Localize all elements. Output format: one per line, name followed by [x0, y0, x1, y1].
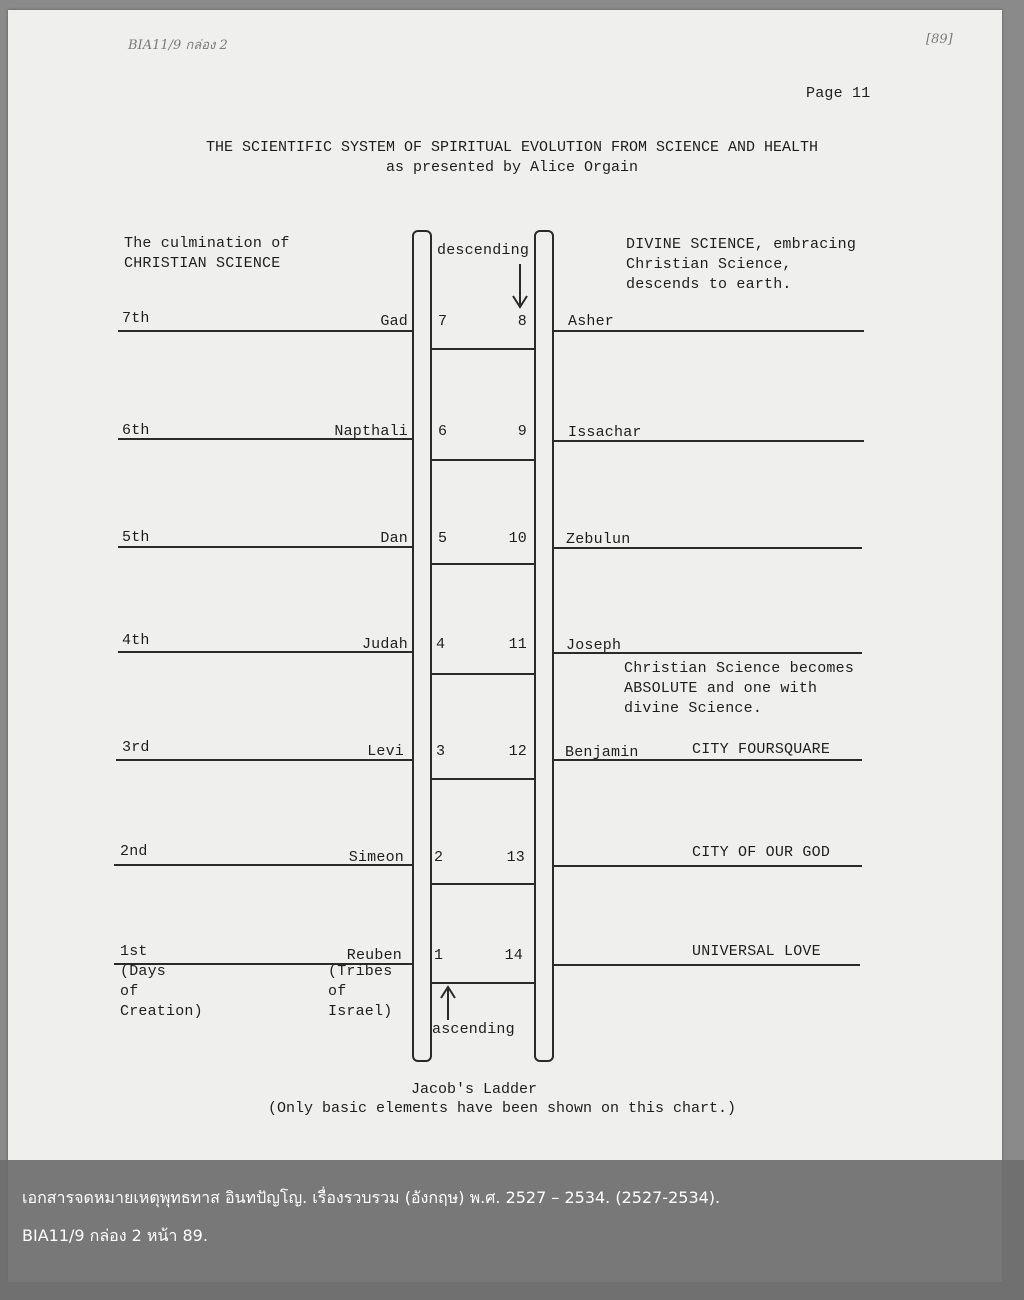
left-tribe-label: Napthali	[334, 423, 408, 440]
handwritten-page-ref: [89]	[926, 32, 953, 47]
left-number: 2	[434, 849, 444, 866]
archive-caption-line1: เอกสารจดหมายเหตุพุทธทาส อินทปัญโญ. เรื่องรวบรวม (อังกฤษ) พ.ศ. 2527 – 2534. (2527-2534).	[22, 1188, 721, 1207]
archive-caption-bar	[0, 1160, 1024, 1300]
note-right-mid-line3: divine Science.	[624, 700, 763, 717]
day-label: 1st	[120, 943, 148, 960]
left-tribe-label: Levi	[367, 743, 404, 760]
left-number: 3	[436, 743, 446, 760]
left-number: 1	[434, 947, 444, 964]
handwritten-archive-ref: BIA11/9 กล่อง 2	[128, 38, 228, 53]
city-label: UNIVERSAL LOVE	[692, 943, 821, 960]
tribes-note-line2: of	[328, 983, 347, 1000]
right-tribe-label: Joseph	[566, 637, 622, 654]
note-left-top-line2: CHRISTIAN SCIENCE	[124, 255, 281, 272]
chart-caption-note: (Only basic elements have been shown on this chart.)	[267, 1100, 737, 1117]
tribes-note-line3: Israel)	[328, 1003, 393, 1020]
left-tribe-label: Gad	[380, 313, 408, 330]
left-tribe-label: Judah	[361, 636, 408, 653]
left-tribe-label: Simeon	[348, 849, 404, 866]
left-tribe-label: Dan	[380, 530, 408, 547]
down-arrow-icon	[510, 262, 530, 310]
right-number: 12	[508, 743, 527, 760]
day-label: 2nd	[120, 843, 148, 860]
tribes-note-line1: (Tribes	[328, 963, 393, 980]
note-right-mid-line2: ABSOLUTE and one with	[624, 680, 818, 697]
ladder-rung	[432, 673, 536, 675]
document-title: THE SCIENTIFIC SYSTEM OF SPIRITUAL EVOLUTION FROM SCIENCE AND HEALTH	[205, 139, 819, 156]
note-right-mid-line1: Christian Science becomes	[624, 660, 855, 677]
chart-caption-title: Jacob's Ladder	[410, 1081, 538, 1098]
up-arrow-icon	[438, 984, 458, 1024]
ladder-left-rail	[412, 230, 432, 1062]
ladder-rung	[432, 348, 536, 350]
left-number: 7	[438, 313, 448, 330]
left-number: 5	[438, 530, 448, 547]
days-note-line1: (Days	[120, 963, 167, 980]
days-note-line2: of	[120, 983, 139, 1000]
ladder-rung	[432, 459, 536, 461]
right-tribe-label: Issachar	[568, 424, 642, 441]
left-number: 4	[436, 636, 446, 653]
day-label: 5th	[122, 529, 150, 546]
ladder-rung	[432, 563, 536, 565]
right-number: 11	[508, 636, 527, 653]
day-label: 7th	[122, 310, 150, 327]
days-note-line3: Creation)	[120, 1003, 203, 1020]
right-tribe-label: Zebulun	[566, 531, 631, 548]
note-left-top-line1: The culmination of	[124, 235, 290, 252]
note-right-top-line3: descends to earth.	[626, 276, 792, 293]
right-number: 13	[506, 849, 525, 866]
left-number: 6	[438, 423, 448, 440]
descending-label: descending	[437, 242, 530, 259]
ladder-rung	[432, 778, 536, 780]
city-label: CITY OF OUR GOD	[692, 844, 831, 861]
right-number: 9	[517, 423, 527, 440]
document-subtitle: as presented by Alice Orgain	[385, 159, 639, 176]
note-right-top-line1: DIVINE SCIENCE, embracing	[626, 236, 857, 253]
level-line-left	[118, 546, 414, 548]
right-tribe-label: Asher	[568, 313, 615, 330]
day-label: 6th	[122, 422, 150, 439]
ladder-right-rail	[534, 230, 554, 1062]
level-line-right	[552, 865, 862, 867]
right-tribe-label: Benjamin	[565, 744, 639, 761]
ladder-rung	[432, 883, 536, 885]
level-line-left	[118, 330, 414, 332]
right-number: 14	[504, 947, 523, 964]
ascending-label: ascending	[432, 1021, 515, 1038]
archive-caption-line2: BIA11/9 กล่อง 2 หน้า 89.	[22, 1226, 208, 1245]
note-right-top-line2: Christian Science,	[626, 256, 792, 273]
page-number: Page 11	[806, 85, 871, 102]
right-number: 8	[517, 313, 527, 330]
level-line-right	[552, 964, 860, 966]
left-tribe-label: Reuben	[346, 947, 402, 964]
day-label: 4th	[122, 632, 150, 649]
right-number: 10	[508, 530, 527, 547]
city-label: CITY FOURSQUARE	[692, 741, 831, 758]
day-label: 3rd	[122, 739, 150, 756]
